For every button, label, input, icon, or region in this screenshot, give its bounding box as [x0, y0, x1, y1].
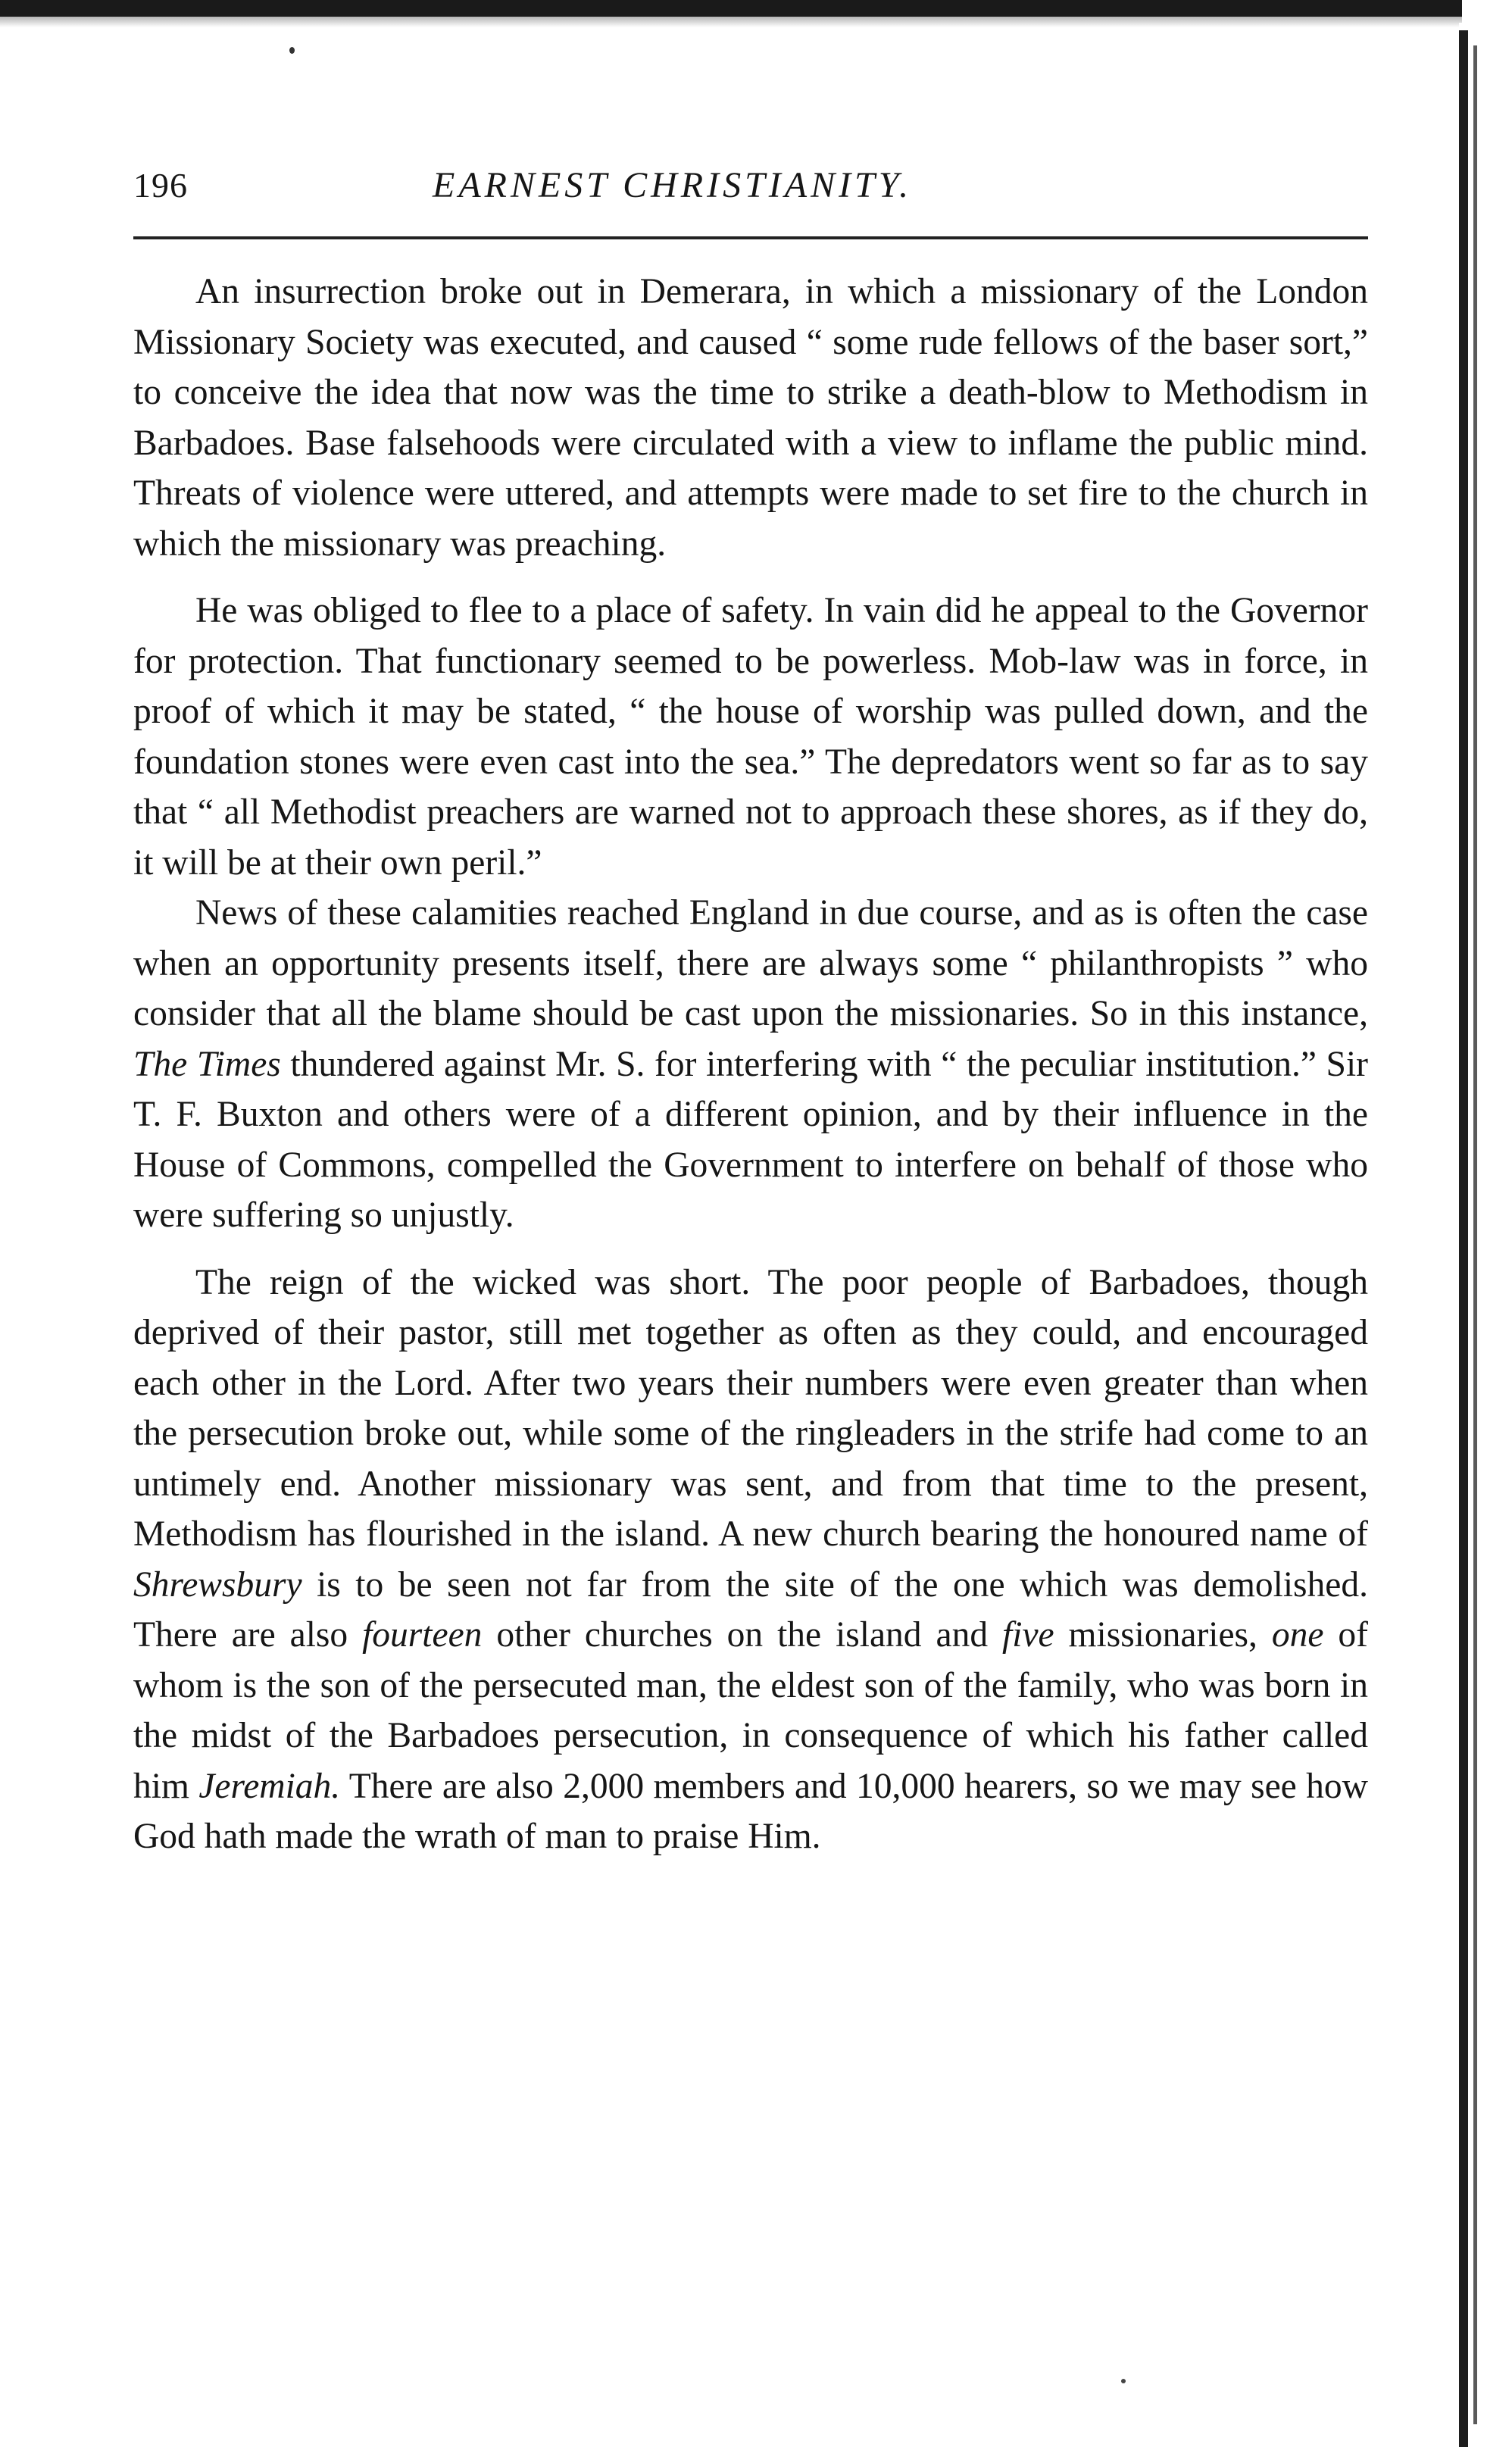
page-right-border: [1459, 30, 1468, 2447]
header-rule: [133, 236, 1368, 239]
ink-speck: [289, 47, 295, 54]
page-right-border-inner: [1473, 45, 1477, 2424]
paragraph-text: News of these calamities reached England in due course, and as is often the case when an opportunity presents itself, there are always some “ philanthropists ” who consider that all the blame should be cast upon the missionaries. So in this instance,: [133, 893, 1368, 1033]
paragraph: [133, 1258, 1368, 1862]
paragraph-text: of whom is the son of the persecuted man, the eldest son of the family, who was born in the midst of the Barbadoes persecution, in consequence of which his father called him: [133, 1615, 1368, 1806]
ink-speck: [1121, 2379, 1126, 2383]
paragraph-text: other churches on the island and: [482, 1615, 1003, 1655]
running-title: EARNEST CHRISTIANITY.: [433, 165, 913, 205]
paragraph: [133, 888, 1368, 1241]
italic-number: fourteen: [362, 1615, 483, 1655]
page-top-shadow: [0, 17, 1462, 27]
italic-word: one: [1271, 1615, 1324, 1655]
italic-name: Jeremiah.: [198, 1766, 341, 1806]
page-number: 196: [133, 166, 188, 205]
paragraph-text: missionaries,: [1054, 1615, 1272, 1655]
paragraph-text: There are also 2,000 members and 10,000 hearers, so we may see how God hath made the wrath of man to praise Him.: [133, 1766, 1368, 1856]
italic-name: Shrewsbury: [133, 1564, 302, 1605]
page-top-border: [0, 0, 1462, 17]
paragraph: An insurrection broke out in Demerara, in which a missionary of the London Missionary Society was executed, and caused “ some rude fellows of the baser sort,” to conceive the idea that now was the time to strike a death-blow to Methodism in Barbadoes. Base falsehoods were circulated with a view to inflame the public mind. Threats of violence were uttered, and attempts were made to set fire to the church in which the missionary was preaching.: [133, 272, 1368, 564]
italic-title: The Times: [133, 1044, 281, 1084]
body-text: [133, 267, 1368, 1862]
paragraph-text: The reign of the wicked was short. The poor people of Barbadoes, though deprived of their pastor, still met together as often as they could, and encouraged each other in the Lord. After two years their numbers were even greater than when the persecution broke out, while some of the ringleaders in the strife had come to an untimely end. Another missionary was sent, and from that time to the present, Methodism has flourished in the island. A new church bearing the honoured name of: [133, 1262, 1368, 1554]
paragraph: He was obliged to flee to a place of safety. In vain did he appeal to the Governor for protection. That functionary seemed to be powerless. Mob-law was in force, in proof of which it may be stated, “ the house of worship was pulled down, and the foundation stones were even cast into the sea.” The depredators went so far as to say that “ all Methodist preachers are warned not to approach these shores, as if they do, it will be at their own peril.”: [133, 591, 1368, 883]
paragraph-text: thundered against Mr. S. for interfering with “ the peculiar institution.” Sir T. F. Buxton and others were of a different opinion, and by their influence in the House of Commons, compelled the Government to interfere on behalf of those who were suffering so unjustly.: [133, 1044, 1368, 1235]
paragraph-text: is to be seen not far from the site of the one which was demolished. There are also: [133, 1564, 1368, 1655]
italic-number: five: [1002, 1615, 1054, 1655]
running-header: [133, 159, 1368, 212]
